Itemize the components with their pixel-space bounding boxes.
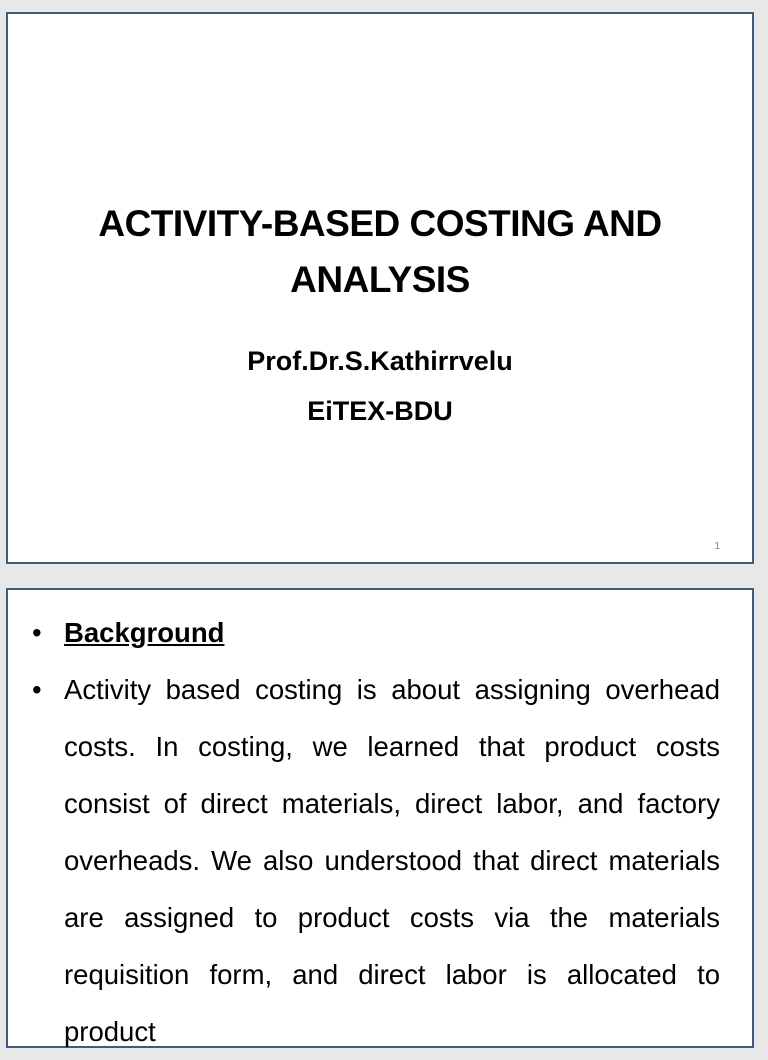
title-slide <box>6 12 754 564</box>
bullet-list <box>32 604 720 1060</box>
slide-title: ACTIVITY-BASED COSTING AND ANALYSIS <box>98 203 662 300</box>
page-number: 1 <box>714 541 720 552</box>
content-slide <box>6 588 754 1048</box>
author-name: Prof.Dr.S.Kathirrvelu <box>247 346 513 376</box>
author-block <box>8 336 752 436</box>
section-heading: Background <box>64 617 225 648</box>
bullet-paragraph <box>32 661 720 1060</box>
paragraph-text: Activity based costing is about assigning overhead costs. In costing, we learned that product costs consist of direct materials, direct labor, and factory overheads. We also understood that direct materials are assigned to product costs via the materials requisition form, and direct labor is allocated to product <box>64 674 720 1047</box>
author-affiliation: EiTEX-BDU <box>307 396 453 426</box>
bullet-icon: • <box>32 617 42 648</box>
bullet-icon: • <box>32 674 42 705</box>
bullet-heading <box>32 604 720 661</box>
